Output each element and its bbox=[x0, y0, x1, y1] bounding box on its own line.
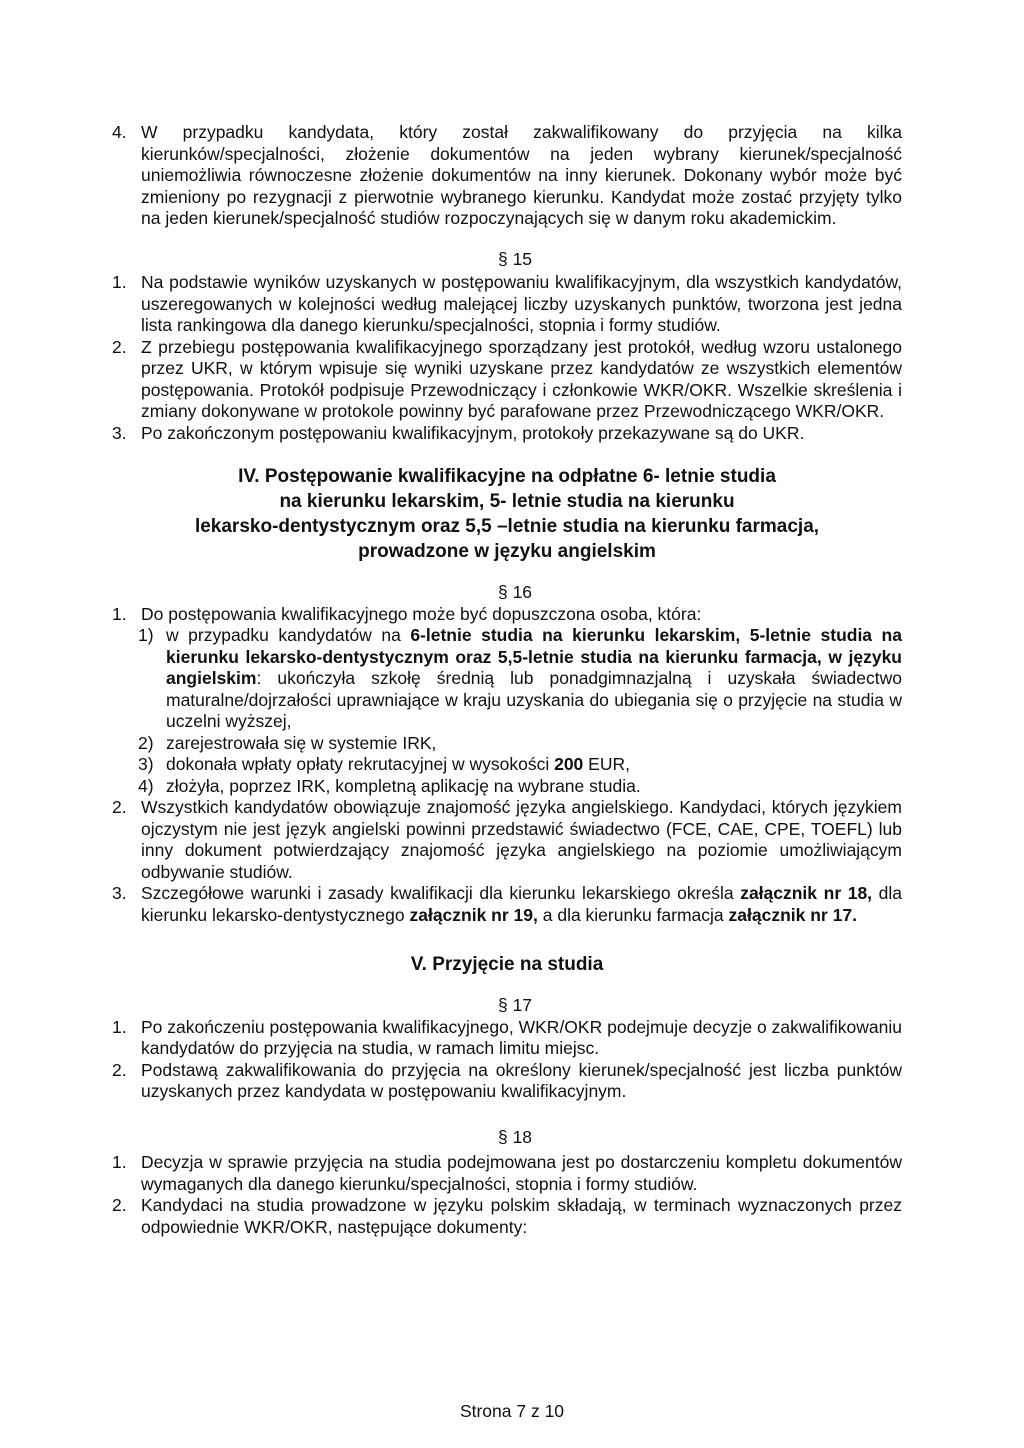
sub-item bbox=[112, 754, 902, 776]
item-number: 1. bbox=[112, 1152, 127, 1172]
paragraph-item bbox=[112, 423, 902, 445]
item-text: Szczegółowe warunki i zasady kwalifikacji dla kierunku lekarskiego określa bbox=[141, 883, 741, 903]
sub-item-number: 2) bbox=[138, 732, 154, 753]
sub-item bbox=[112, 733, 902, 755]
paragraph-item bbox=[112, 797, 902, 883]
annex-reference: załącznik nr 17. bbox=[728, 904, 857, 925]
paragraph-item bbox=[112, 604, 902, 626]
paragraph-item bbox=[112, 1060, 902, 1103]
sub-item-text: w przypadku kandydatów na bbox=[166, 625, 411, 645]
section-18-title: § 18 bbox=[497, 1126, 533, 1147]
page-content bbox=[112, 122, 902, 1238]
item-text: Decyzja w sprawie przyjęcia na studia podejmowana jest po dostarczeniu kompletu dokumentów wymaganych dla danego kierunku/specjalności, stopnia i formy studiów. bbox=[141, 1152, 902, 1194]
item-text: Po zakończonym postępowaniu kwalifikacyjnym, protokoły przekazywane są do UKR. bbox=[141, 422, 805, 443]
sub-item-text: EUR, bbox=[583, 754, 630, 774]
sub-item-text: zarejestrowała się w systemie IRK, bbox=[166, 732, 437, 753]
item-number: 3. bbox=[112, 883, 127, 903]
sub-item-number: 3) bbox=[138, 754, 154, 774]
item-number: 2. bbox=[112, 1195, 127, 1215]
item-number: 3. bbox=[112, 422, 127, 443]
sub-item-number: 1) bbox=[138, 625, 154, 645]
annex-reference: załącznik nr 19, bbox=[409, 904, 538, 925]
sub-item-text: : ukończyła szkołę średnią lub ponadgimnazjalną i uzyskała świadectwo maturalne/dojrzałości uprawniające w kraju uzyskania do ubiegania się o przyjęcie na studia w uczelni wyższej, bbox=[166, 668, 902, 731]
paragraph-item bbox=[112, 1017, 902, 1060]
page-footer: Strona 7 z 10 bbox=[459, 1401, 565, 1421]
item-number: 2. bbox=[112, 1059, 127, 1080]
item-number: 1. bbox=[112, 1016, 127, 1037]
item-text: Z przebiegu postępowania kwalifikacyjnego sporządzany jest protokół, według wzoru ustalonego przez UKR, w którym wpisuje się wyniki uzyskane przez kandydatów ze wszystkich elementów postępowania. Protokół podpisuje Przewodniczący i członkowie WKR/OKR. Wszelkie skreślenia i zmiany dokonywane w protokole powinny być parafowane przez Przewodniczącego WKR/OKR. bbox=[141, 336, 902, 421]
paragraph-item bbox=[112, 1195, 902, 1238]
paragraph-item bbox=[112, 337, 902, 423]
heading-line: IV. Postępowanie kwalifikacyjne na odpłatne 6- letnie studia bbox=[238, 466, 776, 487]
section-15-title: § 15 bbox=[497, 248, 533, 269]
sub-item-text: złożyła, poprzez IRK, kompletną aplikację na wybrane studia. bbox=[166, 775, 641, 796]
item-text: Kandydaci na studia prowadzone w języku polskim składają, w terminach wyznaczonych przez odpowiednie WKR/OKR, następujące dokumenty: bbox=[141, 1195, 902, 1237]
section-5-heading: V. Przyjęcie na studia bbox=[410, 954, 604, 975]
item-number: 4. bbox=[112, 122, 127, 142]
paragraph-item bbox=[112, 883, 902, 926]
item-number: 1. bbox=[112, 272, 127, 292]
heading-line: lekarsko-dentystycznym oraz 5,5 –letnie studia na kierunku farmacja, bbox=[194, 516, 820, 537]
sub-item bbox=[112, 776, 902, 798]
item-text: Na podstawie wyników uzyskanych w postępowaniu kwalifikacyjnym, dla wszystkich kandydatów, uszeregowanych w kolejności według malejącej liczby uzyskanych punktów, tworzona jest jedna lista rankingowa dla danego kierunku/specjalności, stopnia i formy studiów. bbox=[141, 272, 902, 335]
paragraph-item bbox=[112, 272, 902, 337]
sub-item-number: 4) bbox=[138, 775, 154, 796]
item-text: Do postępowania kwalifikacyjnego może być dopuszczona osoba, która: bbox=[141, 603, 702, 624]
item-text: Wszystkich kandydatów obowiązuje znajomość języka angielskiego. Kandydaci, których językiem ojczystym nie jest język angielski powinni przedstawić świadectwo (FCE, CAE, CPE, TOEFL) lub inny dokument potwierdzający znajomość języka angielskiego na poziomie umożliwiającym odbywanie studiów. bbox=[141, 797, 902, 882]
section-17-title: § 17 bbox=[497, 995, 533, 1015]
paragraph-item bbox=[112, 1152, 902, 1195]
item-text: Po zakończeniu postępowania kwalifikacyjnego, WKR/OKR podejmuje decyzje o zakwalifikowaniu kandydatów do przyjęcia na studia, w ramach limitu miejsc. bbox=[141, 1016, 902, 1058]
item-text: W przypadku kandydata, który został zakwalifikowany do przyjęcia na kilka kierunków/specjalności, złożenie dokumentów na jeden wybrany kierunek/specjalność uniemożliwia równoczesne złożenie dokumentów na inny kierunek. Dokonany wybór może być zmieniony po rezygnacji z pierwotnie wybranego kierunku. Kandydat może zostać przyjęty tylko na jeden kierunek/specjalność studiów rozpoczynających się w danym roku akademickim. bbox=[141, 122, 902, 228]
item-number: 2. bbox=[112, 797, 127, 817]
sub-item bbox=[112, 625, 902, 733]
sub-item-bold-text: 6-letnie studia na kierunku lekarskim, 5-letnie studia na kierunku lekarsko-dentystycznym oraz 5,5-letnie studia na kierunku farmacja, w języku angielskim bbox=[166, 625, 902, 688]
heading-line: na kierunku lekarskim, 5- letnie studia na kierunku bbox=[279, 491, 735, 512]
item-text: Podstawą zakwalifikowania do przyjęcia na określony kierunek/specjalność jest liczba punktów uzyskanych przez kandydata w postępowaniu kwalifikacyjnym. bbox=[141, 1059, 902, 1101]
heading-line: prowadzone w języku angielskim bbox=[358, 541, 656, 562]
annex-reference: załącznik nr 18, bbox=[740, 883, 873, 903]
section-16-title: § 16 bbox=[497, 582, 533, 602]
item-text: a dla kierunku farmacja bbox=[537, 904, 729, 925]
paragraph-item bbox=[112, 122, 902, 230]
item-number: 1. bbox=[112, 603, 127, 624]
fee-amount: 200 bbox=[554, 754, 584, 774]
item-text: dla kierunku lekarsko-dentystycznego bbox=[141, 883, 903, 925]
sub-item-text: dokonała wpłaty opłaty rekrutacyjnej w wysokości bbox=[166, 754, 555, 774]
section-4-heading bbox=[112, 464, 902, 564]
item-number: 2. bbox=[112, 336, 127, 357]
